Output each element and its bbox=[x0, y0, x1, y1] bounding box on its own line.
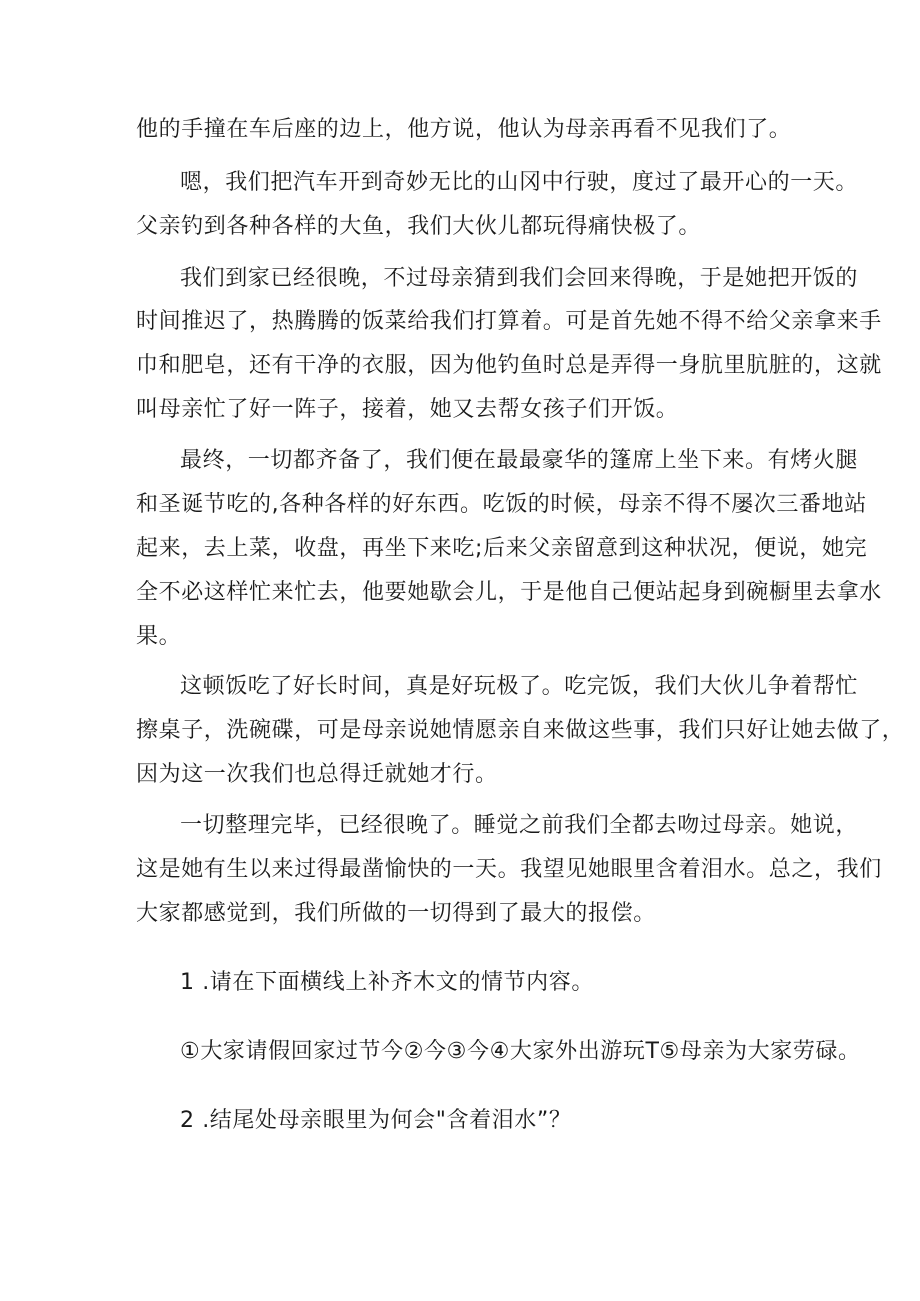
paragraph-line: 因为这一次我们也总得迁就她才行。 bbox=[136, 762, 498, 787]
paragraph-line: 全不必这样忙来忙去，他要她歇会儿，于是他自己便站起身到碗橱里去拿水 bbox=[136, 580, 882, 605]
paragraph-line: 巾和肥皂，还有干净的衣服，因为他钓鱼时总是弄得一身肮里肮脏的，这就 bbox=[136, 353, 882, 378]
paragraph-line: 嗯，我们把汽车开到奇妙无比的山冈中行驶，度过了最开心的一天。 bbox=[180, 170, 859, 195]
paragraph-line: 和圣诞节吃的,各种各样的好东西。吃饭的时候，母亲不得不屡次三番地站 bbox=[136, 492, 867, 517]
paragraph-line: 最终，一切都齐备了，我们便在最最豪华的篷席上坐下来。有烤火腿 bbox=[180, 448, 859, 473]
paragraph-line: 这顿饭吃了好长时间，真是好玩极了。吃完饭，我们大伙儿争着帮忙 bbox=[180, 674, 859, 699]
paragraph-line: 时间推迟了，热腾腾的饭菜给我们打算着。可是首先她不得不给父亲拿来手 bbox=[136, 309, 882, 334]
question-2: 2 .结尾处母亲眼里为何会"含着泪水”？ bbox=[180, 1108, 572, 1133]
question-1-answer: ①大家请假回家过节今②今③今④大家外出游玩T⑤母亲为大家劳碌。 bbox=[180, 1039, 861, 1064]
paragraph-line: 叫母亲忙了好一阵子，接着，她又去帮女孩子们开饭。 bbox=[136, 397, 679, 422]
paragraph-line: 起来，去上菜，收盘，再坐下来吃;后来父亲留意到这种状况，便说，她完 bbox=[136, 536, 868, 561]
paragraph-line: 果。 bbox=[136, 624, 182, 649]
paragraph-line: 大家都感觉到，我们所做的一切得到了最大的报偿。 bbox=[136, 901, 656, 926]
paragraph-line: 一切整理完毕，已经很晚了。睡觉之前我们全都去吻过母亲。她说， bbox=[180, 813, 859, 838]
paragraph-line: 他的手撞在车后座的边上，他方说，他认为母亲再看不见我们了。 bbox=[136, 117, 792, 142]
question-1: 1 .请在下面横线上补齐木文的情节内容。 bbox=[180, 970, 594, 995]
paragraph-line: 擦桌子，洗碗碟，可是母亲说她情愿亲自来做这些事，我们只好让她去做了， bbox=[136, 718, 905, 743]
paragraph-line: 这是她有生以来过得最凿愉快的一天。我望见她眼里含着泪水。总之，我们 bbox=[136, 857, 882, 882]
paragraph-line: 我们到家已经很晚，不过母亲猜到我们会回来得晚，于是她把开饭的 bbox=[180, 266, 859, 291]
paragraph-line: 父亲钓到各种各样的大鱼，我们大伙儿都玩得痛快极了。 bbox=[136, 214, 702, 239]
